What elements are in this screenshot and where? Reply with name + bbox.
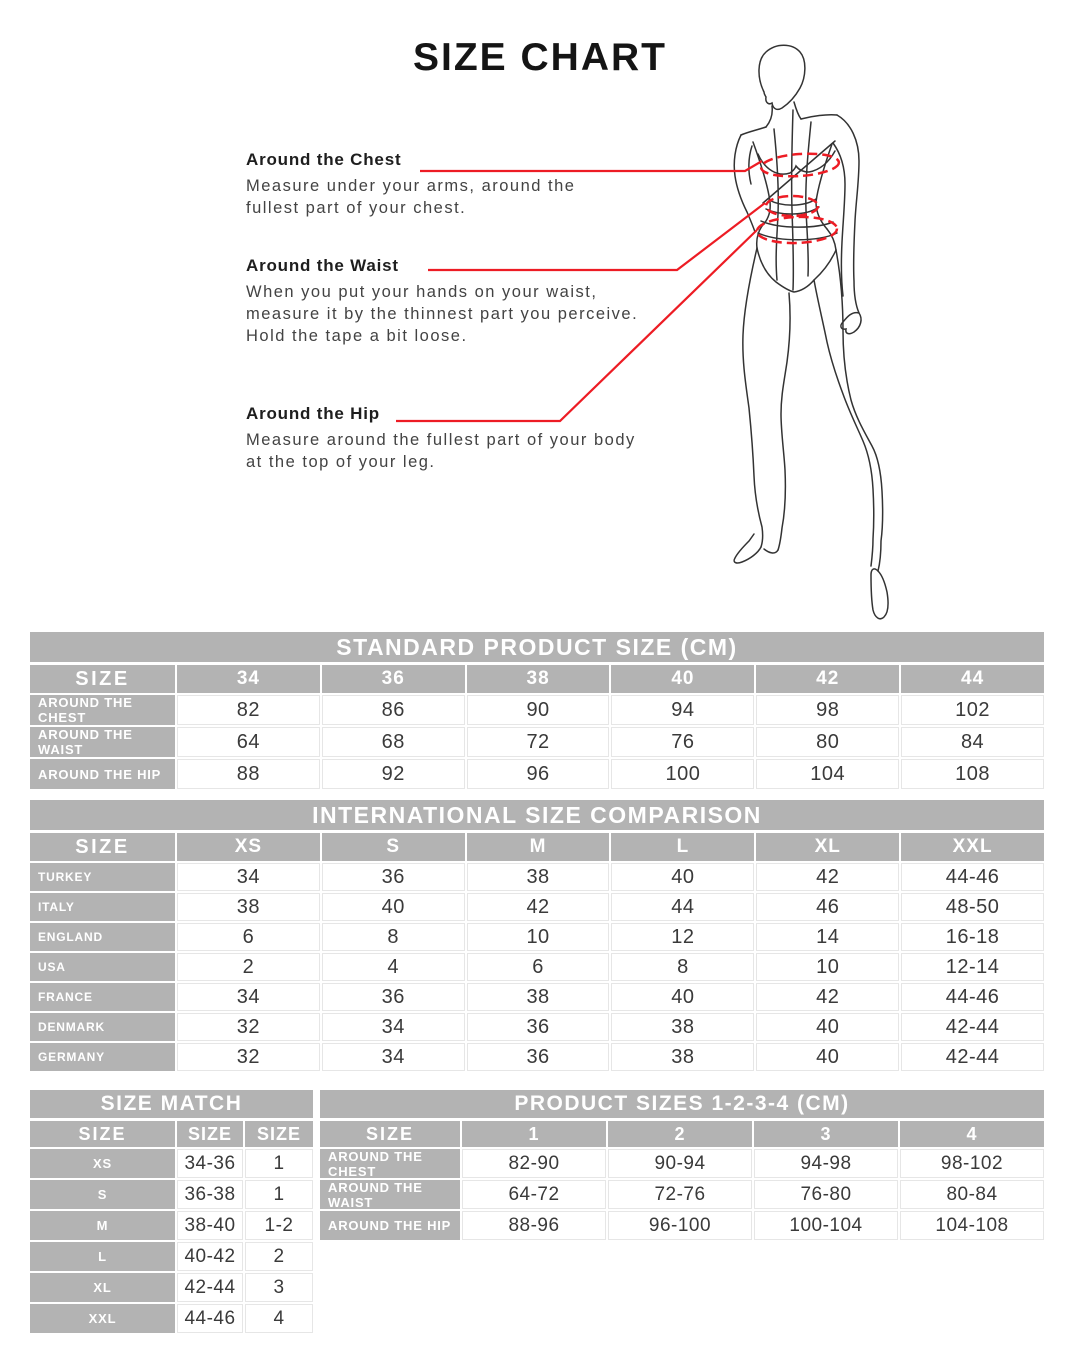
standard-data-cell: 96	[467, 759, 610, 789]
international-data-cell: 34	[177, 863, 320, 891]
size_match-data-cell: 1	[245, 1149, 313, 1178]
international-header-cell-5: XL	[756, 833, 899, 861]
size_match-table-title: SIZE MATCH	[30, 1090, 313, 1118]
size_match-header-cell-0: SIZE	[30, 1121, 175, 1147]
standard-header-cell-3: 38	[467, 665, 610, 693]
size_match-row-label: XS	[30, 1149, 175, 1178]
size_match-data-cell: 38-40	[177, 1211, 243, 1240]
international-data-cell: 14	[756, 923, 899, 951]
standard-data-cell: 86	[322, 695, 465, 725]
hip-measure-ellipse	[757, 216, 838, 245]
international-data-cell: 44	[611, 893, 754, 921]
page-title: SIZE CHART	[413, 36, 667, 79]
standard-header-cell-5: 42	[756, 665, 899, 693]
product_sizes-row-label: AROUND THE WAIST	[320, 1180, 460, 1209]
size_match-data-cell: 1-2	[245, 1211, 313, 1240]
size_match-data-cell: 40-42	[177, 1242, 243, 1271]
international-data-cell: 40	[611, 983, 754, 1011]
international-data-cell: 40	[756, 1043, 899, 1071]
standard-data-cell: 80	[756, 727, 899, 757]
international-header-cell-0: SIZE	[30, 833, 175, 861]
international-data-cell: 12	[611, 923, 754, 951]
international-data-cell: 10	[756, 953, 899, 981]
standard-data-cell: 90	[467, 695, 610, 725]
size_match-data-cell: 34-36	[177, 1149, 243, 1178]
size_match-data-cell: 2	[245, 1242, 313, 1271]
international-data-cell: 40	[756, 1013, 899, 1041]
international-data-cell: 4	[322, 953, 465, 981]
international-data-cell: 38	[611, 1043, 754, 1071]
international-table-title: INTERNATIONAL SIZE COMPARISON	[30, 800, 1044, 830]
standard-header-cell-0: SIZE	[30, 665, 175, 693]
size_match-row-label: L	[30, 1242, 175, 1271]
hip-note-body: Measure around the fullest part of your body at the top of your leg.	[246, 431, 636, 471]
standard-data-cell: 68	[322, 727, 465, 757]
chest-note-heading: Around the Chest	[246, 150, 402, 169]
international-data-cell: 34	[322, 1013, 465, 1041]
size_match-data-cell: 44-46	[177, 1304, 243, 1333]
product_sizes-data-cell: 100-104	[754, 1211, 898, 1240]
international-row-label: ENGLAND	[30, 923, 175, 951]
product_sizes-header-cell-0: SIZE	[320, 1121, 460, 1147]
standard-header-cell-2: 36	[322, 665, 465, 693]
size_match-header-cell-2: SIZE	[245, 1121, 313, 1147]
standard-data-cell: 76	[611, 727, 754, 757]
size_match-data-cell: 36-38	[177, 1180, 243, 1209]
international-data-cell: 10	[467, 923, 610, 951]
product_sizes-row-label: AROUND THE HIP	[320, 1211, 460, 1240]
international-data-cell: 34	[177, 983, 320, 1011]
croquis-outline	[734, 45, 888, 619]
international-data-cell: 12-14	[901, 953, 1044, 981]
size_match-row-label: M	[30, 1211, 175, 1240]
size_match-row-label: S	[30, 1180, 175, 1209]
international-data-cell: 38	[177, 893, 320, 921]
standard-table-title: STANDARD PRODUCT SIZE (CM)	[30, 632, 1044, 662]
international-data-cell: 36	[467, 1013, 610, 1041]
standard-data-cell: 92	[322, 759, 465, 789]
international-data-cell: 2	[177, 953, 320, 981]
size_match-data-cell: 42-44	[177, 1273, 243, 1302]
standard-data-cell: 82	[177, 695, 320, 725]
hip-measure-note	[246, 404, 636, 473]
waist-note-heading: Around the Waist	[246, 256, 399, 275]
standard-data-cell: 104	[756, 759, 899, 789]
product_sizes-data-cell: 90-94	[608, 1149, 752, 1178]
international-data-cell: 42-44	[901, 1013, 1044, 1041]
chest-measure-ellipse	[760, 151, 839, 178]
international-size-comparison-table	[30, 800, 1044, 1071]
product_sizes-header-cell-2: 2	[608, 1121, 752, 1147]
standard-data-cell: 72	[467, 727, 610, 757]
waist-measure-note	[246, 256, 646, 347]
size-match-table	[30, 1090, 313, 1333]
international-data-cell: 38	[611, 1013, 754, 1041]
international-data-cell: 8	[611, 953, 754, 981]
product_sizes-data-cell: 76-80	[754, 1180, 898, 1209]
product_sizes-data-cell: 64-72	[462, 1180, 606, 1209]
standard-row-label: AROUND THE HIP	[30, 759, 175, 789]
standard-data-cell: 102	[901, 695, 1044, 725]
standard-data-cell: 108	[901, 759, 1044, 789]
size_match-data-cell: 3	[245, 1273, 313, 1302]
international-data-cell: 44-46	[901, 983, 1044, 1011]
product_sizes-data-cell: 94-98	[754, 1149, 898, 1178]
product_sizes-header-cell-3: 3	[754, 1121, 898, 1147]
product_sizes-data-cell: 80-84	[900, 1180, 1044, 1209]
international-data-cell: 42	[756, 983, 899, 1011]
international-data-cell: 34	[322, 1043, 465, 1071]
product_sizes-data-cell: 96-100	[608, 1211, 752, 1240]
international-data-cell: 46	[756, 893, 899, 921]
international-data-cell: 42	[756, 863, 899, 891]
international-data-cell: 38	[467, 983, 610, 1011]
chest-note-body: Measure under your arms, around the fullest part of your chest.	[246, 177, 576, 217]
international-data-cell: 32	[177, 1013, 320, 1041]
product_sizes-data-cell: 88-96	[462, 1211, 606, 1240]
product_sizes-header-cell-1: 1	[462, 1121, 606, 1147]
standard-data-cell: 88	[177, 759, 320, 789]
standard-header-cell-1: 34	[177, 665, 320, 693]
standard-data-cell: 98	[756, 695, 899, 725]
international-data-cell: 36	[322, 863, 465, 891]
size_match-header-cell-1: SIZE	[177, 1121, 243, 1147]
international-row-label: TURKEY	[30, 863, 175, 891]
standard-data-cell: 64	[177, 727, 320, 757]
standard-row-label: AROUND THE CHEST	[30, 695, 175, 725]
size_match-row-label: XXL	[30, 1304, 175, 1333]
international-data-cell: 42-44	[901, 1043, 1044, 1071]
international-data-cell: 48-50	[901, 893, 1044, 921]
international-data-cell: 36	[322, 983, 465, 1011]
product_sizes-data-cell: 72-76	[608, 1180, 752, 1209]
international-row-label: FRANCE	[30, 983, 175, 1011]
international-header-cell-4: L	[611, 833, 754, 861]
waist-note-body: When you put your hands on your waist, measure it by the thinnest part you perceive. Hold the tape a bit loose.	[246, 283, 639, 345]
standard-row-label: AROUND THE WAIST	[30, 727, 175, 757]
international-data-cell: 40	[322, 893, 465, 921]
hip-note-heading: Around the Hip	[246, 404, 380, 423]
international-data-cell: 36	[467, 1043, 610, 1071]
product-sizes-1-2-3-4-table	[320, 1090, 1044, 1240]
standard-data-cell: 94	[611, 695, 754, 725]
size_match-data-cell: 1	[245, 1180, 313, 1209]
waist-measure-ellipse	[766, 196, 818, 216]
international-data-cell: 44-46	[901, 863, 1044, 891]
international-row-label: ITALY	[30, 893, 175, 921]
size_match-row-label: XL	[30, 1273, 175, 1302]
international-header-cell-2: S	[322, 833, 465, 861]
international-data-cell: 32	[177, 1043, 320, 1071]
international-row-label: USA	[30, 953, 175, 981]
international-row-label: DENMARK	[30, 1013, 175, 1041]
product_sizes-data-cell: 98-102	[900, 1149, 1044, 1178]
international-data-cell: 6	[467, 953, 610, 981]
international-header-cell-6: XXL	[901, 833, 1044, 861]
international-row-label: GERMANY	[30, 1043, 175, 1071]
product_sizes-data-cell: 82-90	[462, 1149, 606, 1178]
international-header-cell-1: XS	[177, 833, 320, 861]
standard-data-cell: 100	[611, 759, 754, 789]
product_sizes-header-cell-4: 4	[900, 1121, 1044, 1147]
international-data-cell: 40	[611, 863, 754, 891]
international-data-cell: 16-18	[901, 923, 1044, 951]
product_sizes-data-cell: 104-108	[900, 1211, 1044, 1240]
international-data-cell: 38	[467, 863, 610, 891]
international-data-cell: 6	[177, 923, 320, 951]
size_match-data-cell: 4	[245, 1304, 313, 1333]
standard-product-size-table	[30, 632, 1044, 789]
international-header-cell-3: M	[467, 833, 610, 861]
product_sizes-table-title: PRODUCT SIZES 1-2-3-4 (CM)	[320, 1090, 1044, 1118]
chest-measure-note	[246, 150, 601, 219]
standard-header-cell-6: 44	[901, 665, 1044, 693]
international-data-cell: 42	[467, 893, 610, 921]
standard-header-cell-4: 40	[611, 665, 754, 693]
standard-data-cell: 84	[901, 727, 1044, 757]
product_sizes-row-label: AROUND THE CHEST	[320, 1149, 460, 1178]
international-data-cell: 8	[322, 923, 465, 951]
